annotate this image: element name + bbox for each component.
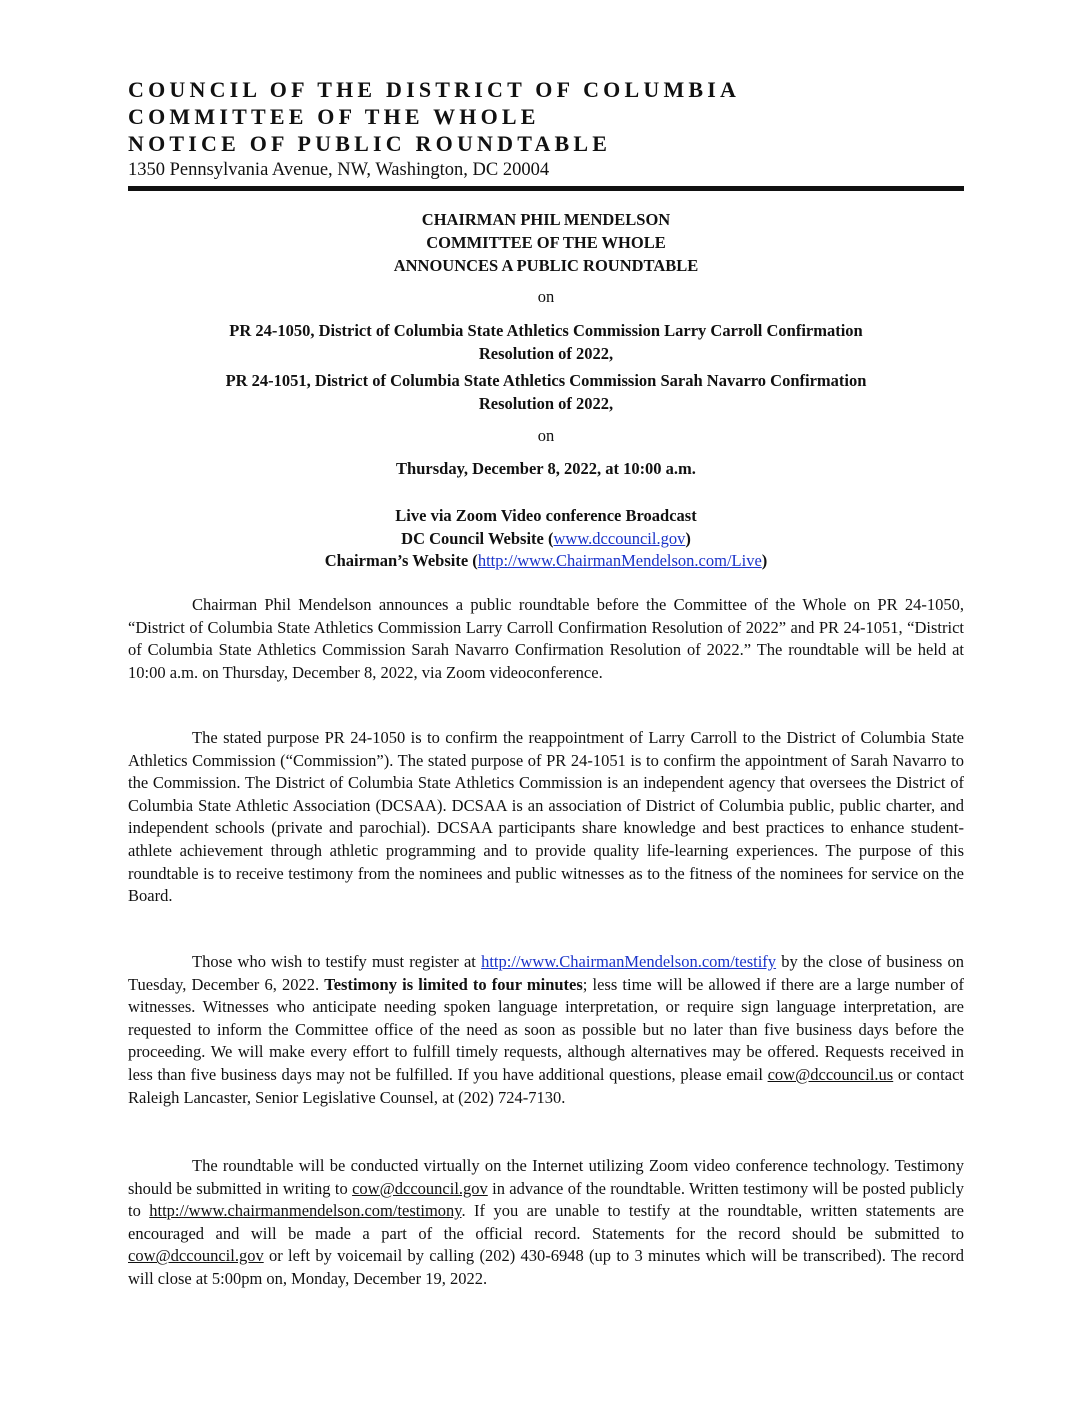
on-label-2: on bbox=[537, 426, 555, 445]
p4-text-a: The roundtable will be conducted virtually on the Internet utilizing Zoom video conference technology. Testimony should be submitted in writing to bbox=[128, 1156, 964, 1198]
paragraph-purpose: The stated purpose PR 24-1050 is to confirm the reappointment of Larry Carroll to the District of Columbia State Athletics Commission (“Commission”). The stated purpose of PR 24-1051 is to confirm the appointment of Sarah Navarro to the Commission. The District of Columbia State Athletics Commission is an independent agency that oversees the District of Columbia State Athletic Association (DCSAA). DCSAA is an association of District of Columbia public, public charter, and independent schools (private and parochial). DCSAA participants share knowledge and best practices to enhance student-athlete achievement through athletic programming and to provide quality life-learning experiences. The purpose of this roundtable is to receive testimony from the nominees and public witnesses as to the fitness of the nominees for service on the Board. bbox=[128, 728, 964, 906]
resolution-2-line-2: Resolution of 2022, bbox=[478, 394, 614, 413]
resolution-2 bbox=[128, 369, 964, 415]
header-divider bbox=[128, 186, 964, 191]
on-label-1: on bbox=[537, 287, 555, 306]
p3-text-c: ; less time will be allowed if there are a large number of witnesses. Witnesses who anticipate needing spoken language interpretation, or require sign language interpretation, are requested to inform the Committee office of the need as soon as possible but no later than five business days before the proceeding. We will make every effort to fulfill timely requests, although alternatives may be offered. Requests received in less than five business days may not be fulfilled. If you have additional questions, please email bbox=[128, 974, 964, 1084]
p3-text-d: or contact Raleigh Lancaster, Senior Legislative Counsel, at (202) 724-7130. bbox=[128, 1064, 964, 1107]
committee-name: COMMITTEE OF THE WHOLE bbox=[426, 233, 666, 252]
testify-registration-link[interactable]: http://www.ChairmanMendelson.com/testify bbox=[481, 952, 777, 971]
chairman-website-line bbox=[128, 550, 964, 573]
notice-title: NOTICE OF PUBLIC ROUNDTABLE bbox=[128, 131, 612, 156]
chairman-website-close: ) bbox=[761, 551, 768, 570]
broadcast-info bbox=[128, 505, 964, 573]
chairman-website-label: Chairman’s Website ( bbox=[324, 551, 478, 570]
p4-text-d: or left by voicemail by calling (202) 430-6948 (up to 3 minutes which will be transcribed). The record will close at 5:00pm on, Monday, December 19, 2022. bbox=[128, 1246, 964, 1288]
p4-text-b: in advance of the roundtable. Written testimony will be posted publicly to bbox=[128, 1178, 964, 1221]
statements-email-link[interactable]: cow@dccouncil.gov bbox=[128, 1246, 264, 1266]
broadcast-title: Live via Zoom Video conference Broadcast bbox=[395, 506, 697, 525]
council-title: COUNCIL OF THE DISTRICT OF COLUMBIA bbox=[128, 77, 741, 102]
p4-text-c: . If you are unable to testify at the roundtable, written statements are encouraged and will be made a part of the official record. Statements for the record should be submitted to bbox=[128, 1201, 964, 1243]
testimony-email-link[interactable]: cow@dccouncil.gov bbox=[352, 1178, 488, 1198]
paragraph-submission bbox=[128, 1155, 964, 1291]
dc-council-website-link[interactable]: www.dccouncil.gov bbox=[553, 528, 686, 548]
chairman-live-link[interactable]: http://www.ChairmanMendelson.com/Live bbox=[477, 551, 762, 570]
p3-text-b: by the close of business on Tuesday, December 6, 2022. bbox=[128, 952, 964, 994]
chairman-name: CHAIRMAN PHIL MENDELSON bbox=[421, 210, 671, 229]
testimony-posting-link[interactable]: http://www.chairmanmendelson.com/testimony bbox=[149, 1201, 462, 1221]
dc-council-website-line bbox=[128, 528, 964, 551]
resolution-1-line-2: Resolution of 2022, bbox=[478, 344, 614, 363]
hearing-date: Thursday, December 8, 2022, at 10:00 a.m. bbox=[396, 459, 696, 478]
dc-website-close: ) bbox=[685, 528, 691, 548]
announcement-title: ANNOUNCES A PUBLIC ROUNDTABLE bbox=[393, 256, 699, 275]
committee-title: COMMITTEE OF THE WHOLE bbox=[128, 104, 540, 129]
resolution-1-line-1: PR 24-1050, District of Columbia State Athletics Commission Larry Carroll Confirmation bbox=[229, 321, 863, 340]
resolution-2-line-1: PR 24-1051, District of Columbia State Athletics Commission Sarah Navarro Confirmation bbox=[225, 371, 867, 390]
letterhead bbox=[128, 76, 968, 182]
cow-email-link[interactable]: cow@dccouncil.us bbox=[767, 1064, 894, 1084]
council-address: 1350 Pennsylvania Avenue, NW, Washington, DC 20004 bbox=[128, 160, 550, 180]
p3-text-a: Those who wish to testify must register at bbox=[192, 952, 482, 971]
paragraph-registration bbox=[128, 951, 964, 1109]
announcement-header bbox=[128, 208, 964, 277]
testimony-limit-notice: Testimony is limited to four minutes bbox=[324, 974, 583, 994]
resolution-1 bbox=[128, 319, 964, 365]
paragraph-announcement: Chairman Phil Mendelson announces a public roundtable before the Committee of the Whole on PR 24-1050, “District of Columbia State Athletics Commission Larry Carroll Confirmation Resolution of 2022” and PR 24-1051, “District of Columbia State Athletics Commission Sarah Navarro Confirmation Resolution of 2022.” The roundtable will be held at 10:00 a.m. on Thursday, December 8, 2022, via Zoom videoconference. bbox=[128, 595, 964, 682]
dc-website-label: DC Council Website ( bbox=[401, 528, 554, 548]
